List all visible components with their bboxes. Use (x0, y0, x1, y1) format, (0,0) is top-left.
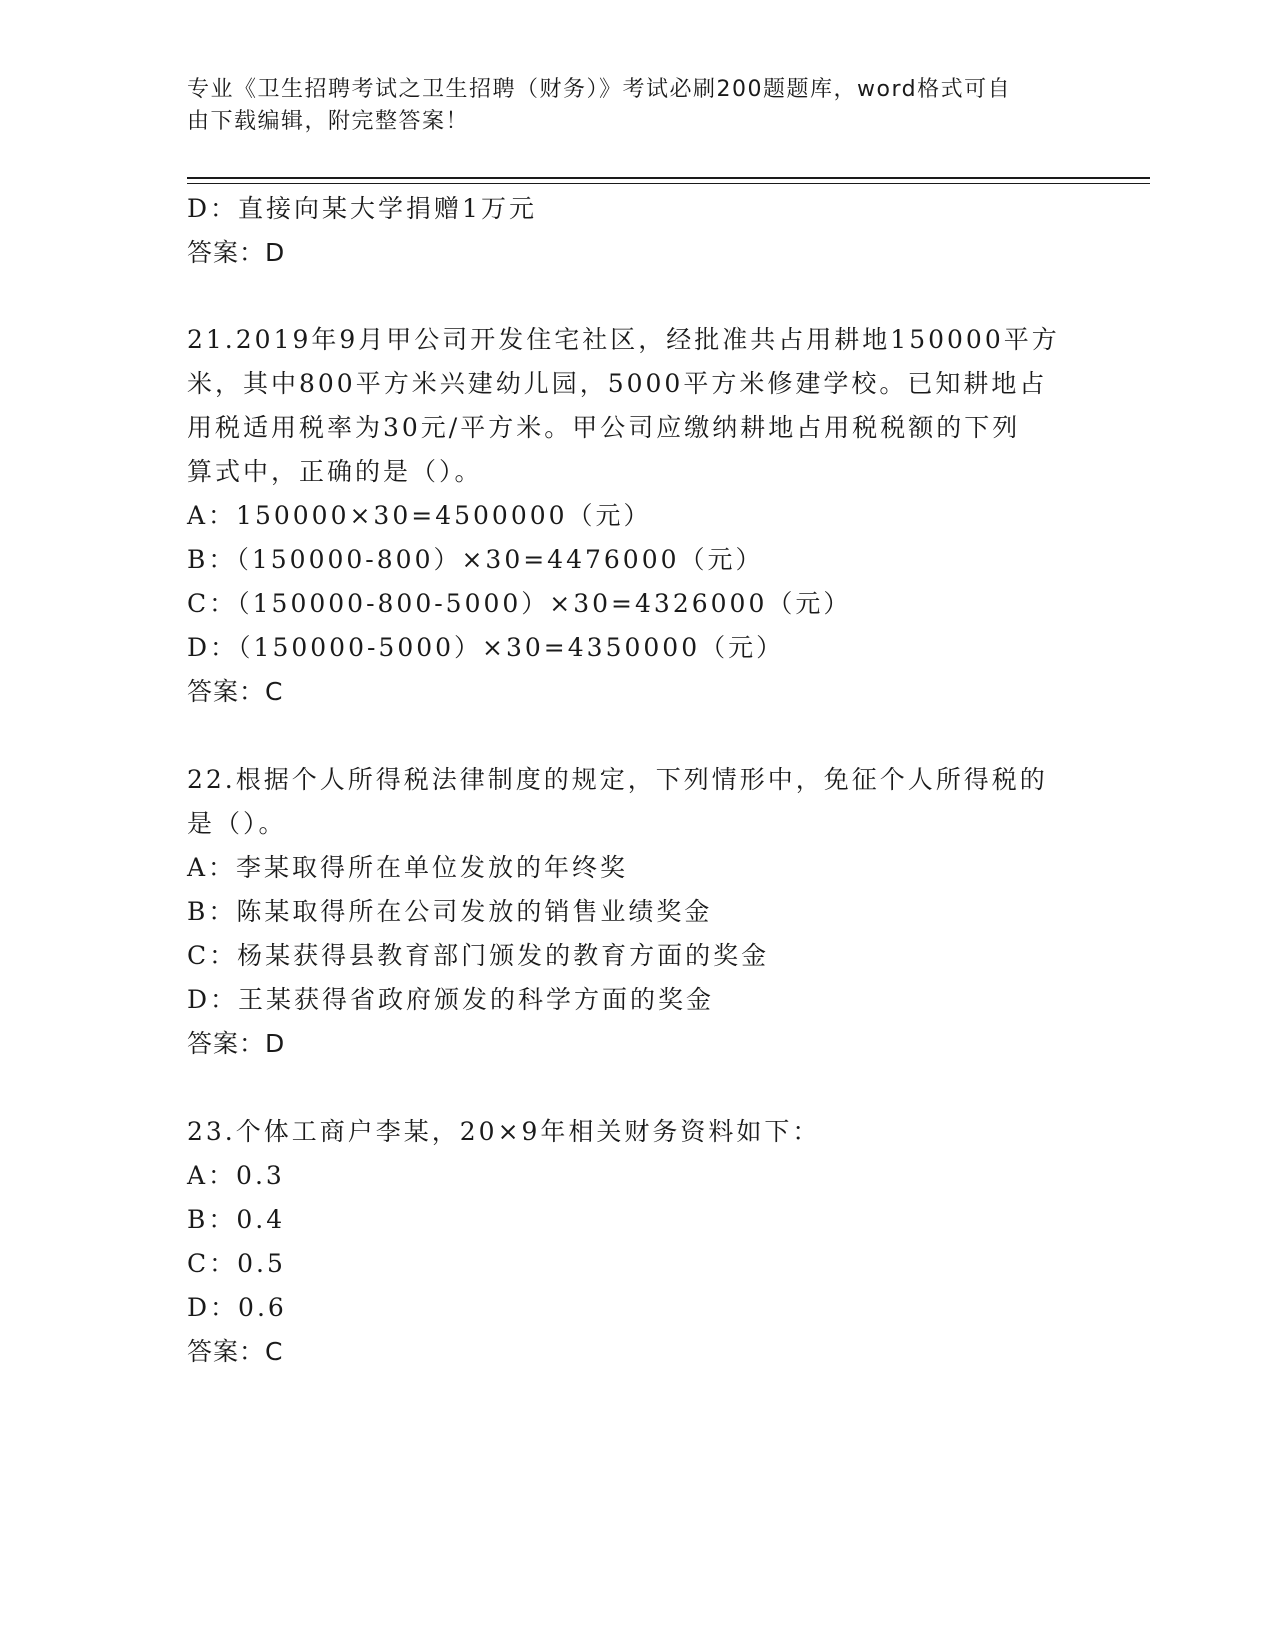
q22-stem-line-2: 是（）。 (187, 809, 287, 838)
q22-answer: 答案：D (187, 1029, 286, 1058)
q23-option-d: D：0.6 (187, 1293, 287, 1322)
header-line-2: 由下载编辑，附完整答案！ (187, 109, 470, 134)
header-line-1: 专业《卫生招聘考试之卫生招聘（财务）》考试必刷200题题库，word格式可自 (187, 77, 1012, 102)
q21-option-d: D：（150000-5000）×30=4350000（元） (187, 633, 785, 662)
q22-option-b: B：陈某取得所在公司发放的销售业绩奖金 (187, 897, 713, 926)
q21-stem-line-2: 米，其中800平方米兴建幼儿园，5000平方米修建学校。已知耕地占 (187, 369, 1048, 398)
q21-option-a: A：150000×30=4500000（元） (187, 501, 652, 530)
q23-option-a: A：0.3 (187, 1161, 285, 1190)
q23-option-c: C：0.5 (187, 1249, 286, 1278)
header-rule-thick (187, 177, 1150, 179)
q23-stem-line-1: 23.个体工商户李某，20×9年相关财务资料如下： (187, 1117, 821, 1146)
q21-stem-line-1: 21.2019年9月甲公司开发住宅社区，经批准共占用耕地150000平方 (187, 325, 1060, 354)
q20-option-d: D：直接向某大学捐赠1万元 (187, 194, 537, 223)
q22-option-d: D：王某获得省政府颁发的科学方面的奖金 (187, 985, 715, 1014)
q23-answer: 答案：C (187, 1337, 284, 1366)
header-rule-thin (187, 183, 1150, 184)
q21-option-b: B：（150000-800）×30=4476000（元） (187, 545, 764, 574)
document-header (187, 74, 1067, 138)
q22-stem-line-1: 22.根据个人所得税法律制度的规定，下列情形中，免征个人所得税的 (187, 765, 1048, 794)
q22-option-a: A：李某取得所在单位发放的年终奖 (187, 853, 629, 882)
q21-stem-line-3: 用税适用税率为30元/平方米。甲公司应缴纳耕地占用税税额的下列 (187, 413, 1021, 442)
q21-answer: 答案：C (187, 677, 284, 706)
q21-stem-line-4: 算式中，正确的是（）。 (187, 457, 483, 486)
q23-option-b: B：0.4 (187, 1205, 286, 1234)
q20-answer: 答案：D (187, 238, 286, 267)
q22-option-c: C：杨某获得县教育部门颁发的教育方面的奖金 (187, 941, 770, 970)
q21-option-c: C：（150000-800-5000）×30=4326000（元） (187, 589, 852, 618)
